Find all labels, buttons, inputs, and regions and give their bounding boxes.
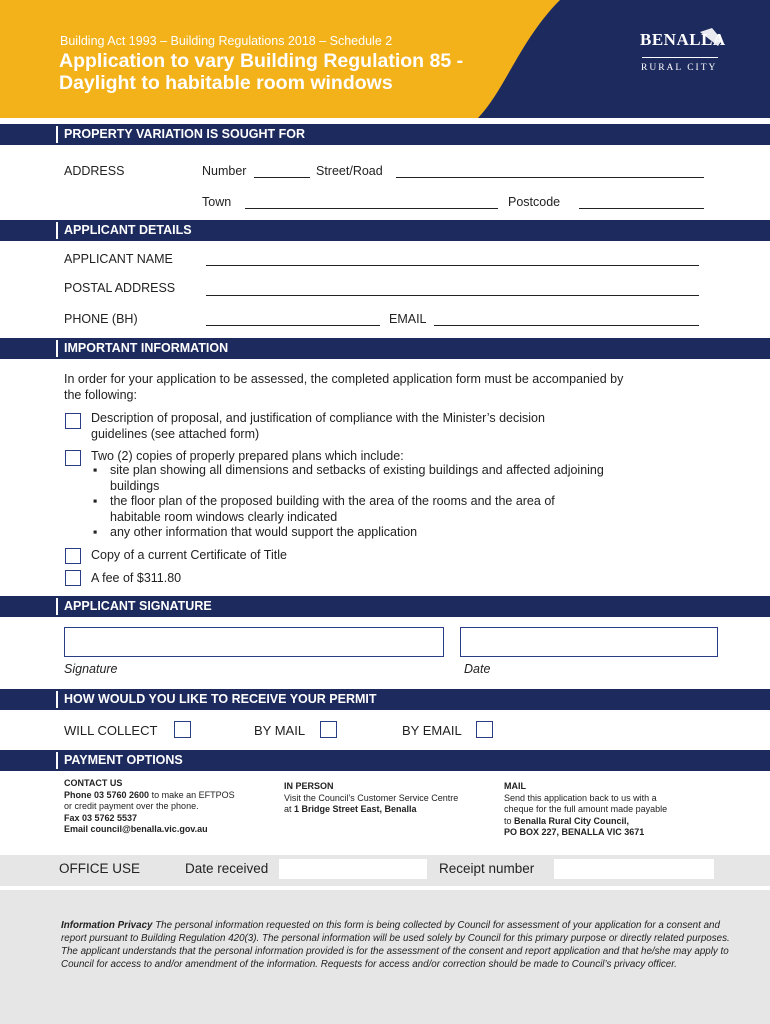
town-field[interactable] [245, 208, 498, 209]
section-bar-important [0, 338, 770, 359]
bullet-marker: ▪ [93, 463, 98, 477]
will-collect-label: WILL COLLECT [64, 723, 158, 738]
date-received-label: Date received [185, 861, 269, 876]
by-mail-label: BY MAIL [254, 723, 306, 738]
signature-label: Signature [64, 662, 118, 676]
privacy-statement [61, 919, 741, 971]
section-bar-signature [0, 596, 770, 617]
item-plans: Two (2) copies of properly prepared plans which include: [91, 449, 404, 463]
bullet-site-plan-line-1: site plan showing all dimensions and setbacks of existing buildings and affected adjoining [110, 463, 604, 477]
section-bar-payment [0, 750, 770, 771]
contact-email: Email council@benalla.vic.gov.au [64, 824, 208, 834]
bullet-marker: ▪ [93, 494, 98, 508]
intro-line-2: the following: [64, 388, 137, 402]
logo-subtitle: RURAL CITY [641, 63, 718, 73]
checkbox-description[interactable] [65, 413, 81, 429]
email-label: EMAIL [389, 312, 427, 326]
bullet-floor-plan [110, 494, 555, 525]
mail-line-1: Send this application back to us with a [504, 792, 657, 803]
item-description-line-2: guidelines (see attached form) [91, 427, 260, 441]
address-label: ADDRESS [64, 164, 125, 178]
applicant-name-label: APPLICANT NAME [64, 252, 173, 266]
item-fee: A fee of $311.80 [91, 571, 182, 585]
bullet-other-info: any other information that would support the application [110, 525, 418, 539]
by-email-checkbox[interactable] [476, 721, 493, 738]
logo-divider [642, 57, 718, 58]
will-collect-checkbox[interactable] [174, 721, 191, 738]
number-field[interactable] [254, 177, 310, 178]
item-title: Copy of a current Certificate of Title [91, 548, 287, 562]
bullet-floor-plan-line-2: habitable room windows clearly indicated [110, 509, 338, 524]
postcode-label: Postcode [508, 195, 561, 209]
applicant-name-field[interactable] [206, 265, 699, 266]
bullet-site-plan-line-2: buildings [110, 478, 160, 493]
postcode-field[interactable] [579, 208, 704, 209]
bullet-marker: ▪ [93, 525, 98, 539]
by-mail-checkbox[interactable] [320, 721, 337, 738]
important-intro [64, 371, 724, 403]
checkbox-title[interactable] [65, 548, 81, 564]
in-person-at: at [284, 804, 295, 814]
mail-line-2: cheque for the full amount made payable [504, 804, 668, 814]
receipt-number-label: Receipt number [439, 861, 535, 876]
act-reference: Building Act 1993 – Building Regulations 2018 – Schedule 2 [60, 34, 393, 48]
town-label: Town [202, 195, 232, 209]
office-use-label: OFFICE USE [59, 861, 141, 876]
section-bar-applicant [0, 220, 770, 241]
checkbox-plans[interactable] [65, 450, 81, 466]
section-heading: HOW WOULD YOU LIKE TO RECEIVE YOUR PERMIT [64, 692, 377, 706]
item-description [91, 410, 545, 442]
logo-name: BENALLA [640, 30, 726, 49]
section-heading: IMPORTANT INFORMATION [64, 341, 229, 355]
form-title-line-1: Application to vary Building Regulation 85 - [59, 50, 464, 72]
mail-po-box: PO BOX 227, BENALLA VIC 3671 [504, 827, 645, 837]
contact-fax: Fax 03 5762 5537 [64, 812, 138, 823]
section-heading: PROPERTY VARIATION IS SOUGHT FOR [64, 127, 305, 141]
section-heading: PAYMENT OPTIONS [64, 753, 183, 767]
section-bar-permit [0, 689, 770, 710]
phone-field[interactable] [206, 325, 380, 326]
section-heading: APPLICANT SIGNATURE [64, 599, 212, 613]
street-label: Street/Road [316, 164, 383, 178]
payment-in-person [284, 781, 494, 816]
street-field[interactable] [396, 177, 704, 178]
bullet-site-plan [110, 463, 604, 494]
email-field[interactable] [434, 325, 699, 326]
contact-phone-note: to make an EFTPOS [149, 789, 235, 800]
by-email-label: BY EMAIL [402, 723, 462, 738]
payment-contact [64, 778, 274, 836]
mail-heading: MAIL [504, 781, 526, 791]
checkbox-fee[interactable] [65, 570, 81, 586]
section-heading: APPLICANT DETAILS [64, 223, 192, 237]
privacy-heading: Information Privacy [61, 920, 153, 931]
date-box[interactable] [460, 627, 718, 657]
in-person-line-1: Visit the Council’s Customer Service Centre [284, 792, 459, 803]
postal-address-field[interactable] [206, 295, 699, 296]
contact-phone-note-2: or credit payment over the phone. [64, 801, 199, 811]
signature-box[interactable] [64, 627, 444, 657]
postal-address-label: POSTAL ADDRESS [64, 281, 176, 295]
in-person-heading: IN PERSON [284, 781, 334, 791]
section-bar-property [0, 124, 770, 145]
item-description-line-1: Description of proposal, and justification of compliance with the Minister’s decision [91, 411, 545, 425]
date-label: Date [464, 662, 491, 676]
privacy-text: The personal information requested on this form is being collected by Council for assessment of your application for a consent and report pursuant to Building Regulation 420(3). The personal information will be used solely by Council for this primary purpose or directly related purposes. The applicant understands that the personal information provided is for the assessment of the consent and report application and that he/she may apply to Council for access to and/or amendment of the information. Requests for access and/or correction should be made to Council’s privacy officer. [61, 920, 730, 970]
phone-label: PHONE (BH) [64, 312, 138, 326]
receipt-number-field[interactable] [554, 859, 714, 879]
intro-line-1: In order for your application to be assessed, the completed application form must be accompanied by [64, 372, 624, 386]
number-label: Number [202, 164, 247, 178]
date-received-field[interactable] [279, 859, 427, 879]
form-title-line-2: Daylight to habitable room windows [59, 72, 393, 94]
contact-phone: Phone 03 5760 2600 [64, 789, 150, 800]
contact-heading: CONTACT US [64, 778, 123, 788]
mail-council: Benalla Rural City Council, [514, 815, 630, 826]
in-person-address: 1 Bridge Street East, Benalla [294, 804, 417, 814]
bullet-floor-plan-line-1: the floor plan of the proposed building with the area of the rooms and the area of [110, 494, 555, 508]
mail-to: to [504, 815, 515, 826]
payment-mail [504, 781, 714, 839]
